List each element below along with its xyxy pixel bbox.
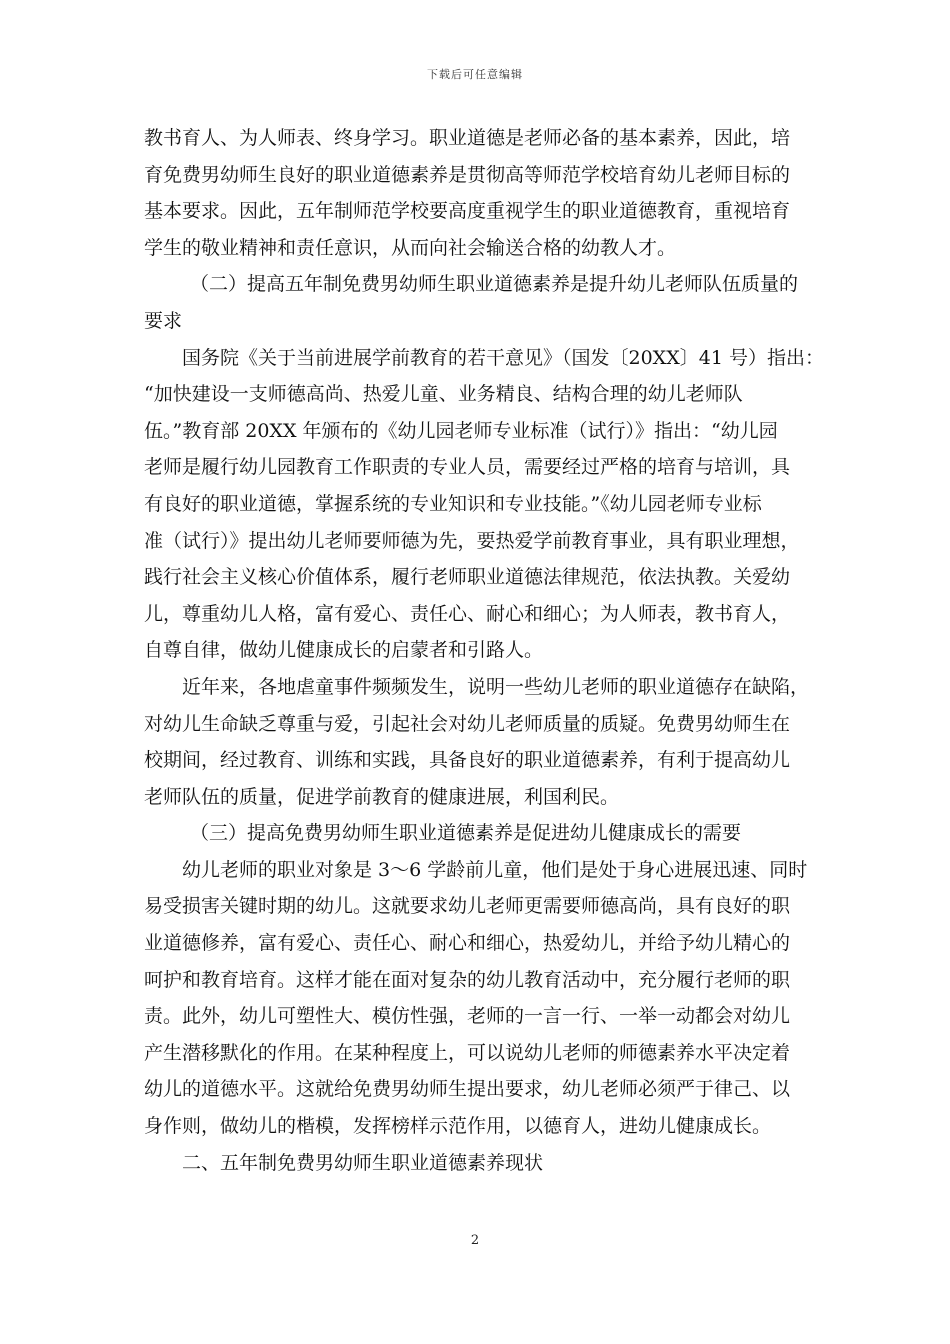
text-line: 践行社会主义核心价值体系，履行老师职业道德法律规范，依法执教。关爱幼 xyxy=(144,566,791,589)
text-line: 校期间，经过教育、训练和实践，具备良好的职业道德素养，有利于提高幼儿 xyxy=(144,749,791,772)
text-line: 身作则，做幼儿的楷模，发挥榜样示范作用，以德育人，进幼儿健康成长。 xyxy=(144,1115,772,1138)
section-heading: 二、五年制免费男幼师生职业道德素养现状 xyxy=(182,1151,544,1174)
text-line: 育免费男幼师生良好的职业道德素养是贯彻高等师范学校培育幼儿老师目标的 xyxy=(144,163,791,186)
text-line: 伍。”教育部 20XX 年颁布的《幼儿园老师专业标准（试行）》指出：“幼儿园 xyxy=(144,419,778,442)
text-line: 近年来，各地虐童事件频频发生，说明一些幼儿老师的职业道德存在缺陷， xyxy=(182,675,810,698)
text-line: 幼儿的道德水平。这就给免费男幼师生提出要求，幼儿老师必须严于律己、以 xyxy=(144,1078,791,1101)
text-line: 准（试行）》提出幼儿老师要师德为先，要热爱学前教育事业，具有职业理想， xyxy=(144,529,800,552)
text-line: 产生潜移默化的作用。在某种程度上，可以说幼儿老师的师德素养水平决定着 xyxy=(144,1041,791,1064)
text-line: 儿，尊重幼儿人格，富有爱心、责任心、耐心和细心；为人师表，教书育人， xyxy=(144,602,791,625)
text-line: 教书育人、为人师表、终身学习。职业道德是老师必备的基本素养，因此，培 xyxy=(144,127,791,149)
text-line: 基本要求。因此，五年制师范学校要高度重视学生的职业道德教育，重视培育 xyxy=(144,200,791,223)
document-body xyxy=(144,126,824,1187)
text-line: 对幼儿生命缺乏尊重与爱，引起社会对幼儿老师质量的质疑。免费男幼师生在 xyxy=(144,712,791,735)
text-line: 老师是履行幼儿园教育工作职责的专业人员，需要经过严格的培育与培训，具 xyxy=(144,456,791,479)
section-heading: （三）提高免费男幼师生职业道德素养是促进幼儿健康成长的需要 xyxy=(190,822,742,845)
page-number: 2 xyxy=(470,1233,480,1248)
text-line: 易受损害关键时期的幼儿。这就要求幼儿老师更需要师德高尚，具有良好的职 xyxy=(144,895,791,918)
section-heading: （二）提高五年制免费男幼师生职业道德素养是提升幼儿老师队伍质量的 xyxy=(190,273,799,296)
section-heading-continued: 要求 xyxy=(144,309,183,332)
text-line: 有良好的职业道德，掌握系统的专业知识和专业技能。”《幼儿园老师专业标 xyxy=(144,492,762,515)
text-line: 业道德修养，富有爱心、责任心、耐心和细心，热爱幼儿，并给予幼儿精心的 xyxy=(144,932,791,955)
text-line: 责。此外，幼儿可塑性大、模仿性强，老师的一言一行、一举一动都会对幼儿 xyxy=(144,1005,791,1028)
text-line: 老师队伍的质量，促进学前教育的健康进展，利国利民。 xyxy=(144,785,620,808)
text-line: 国务院《关于当前进展学前教育的若干意见》（国发〔20XX〕41 号）指出： xyxy=(182,346,824,369)
text-line: 呵护和教育培育。这样才能在面对复杂的幼儿教育活动中，充分履行老师的职 xyxy=(144,968,791,991)
text-line: 学生的敬业精神和责任意识，从而向社会输送合格的幼教人才。 xyxy=(144,236,677,259)
text-line: 自尊自律，做幼儿健康成长的启蒙者和引路人。 xyxy=(144,639,544,662)
page-header-note: 下载后可任意编辑 xyxy=(427,68,523,81)
text-line: 幼儿老师的职业对象是 3～6 学龄前儿童，他们是处于身心进展迅速、同时 xyxy=(182,858,808,881)
text-line: “加快建设一支师德高尚、热爱儿童、业务精良、结构合理的幼儿老师队 xyxy=(144,383,743,406)
